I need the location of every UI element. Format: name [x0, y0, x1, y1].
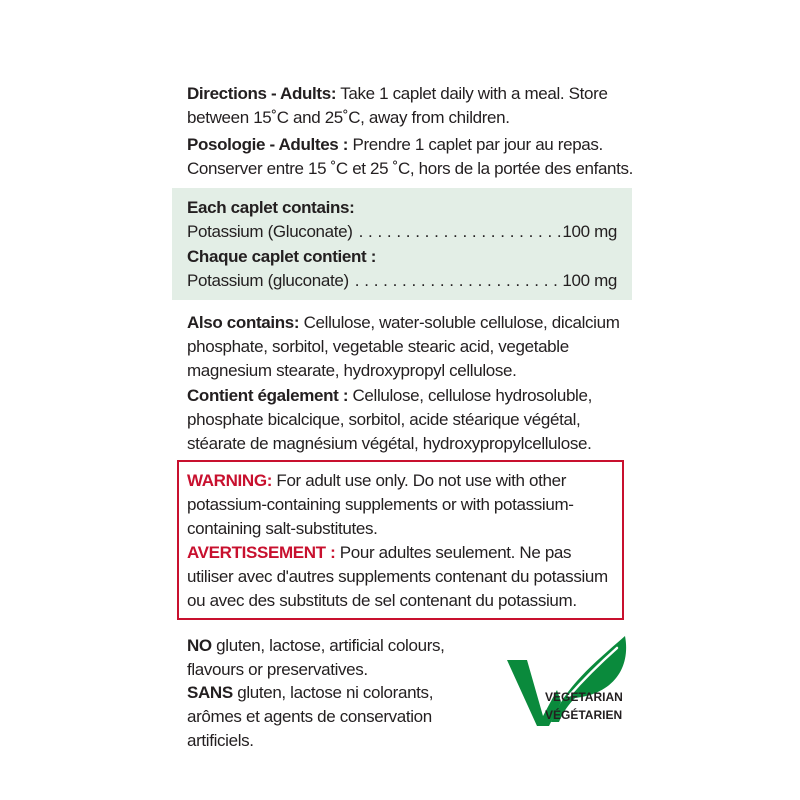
warning-box: [177, 460, 624, 620]
dot-leader: [353, 220, 563, 244]
sans-label: SANS: [187, 683, 233, 702]
also-contains-label: Also contains:: [187, 313, 300, 332]
avertissement-text: Pour adultes seulement. Ne pas utiliser avec d'autres supplements contenant du potassium ou avec des substituts de sel contenant du potassium.: [187, 543, 608, 610]
also-contains-text: Cellulose, water-soluble cellulose, dicalcium phosphate, sorbitol, vegetable stearic acid, vegetable magnesium stearate, hydroxypropyl cellulose.: [187, 313, 620, 380]
warning-english: [187, 469, 619, 541]
no-label: NO: [187, 636, 212, 655]
warning-french: [187, 541, 619, 613]
no-text: gluten, lactose, artificial colours, flavours or preservatives.: [187, 636, 445, 679]
ingredient-name: Potassium (gluconate): [187, 271, 349, 290]
also-contains-english: [187, 311, 637, 383]
ingredient-row-english: [187, 220, 617, 244]
avertissement-label: AVERTISSEMENT :: [187, 543, 336, 562]
ingredients-heading-french: Chaque caplet contient :: [187, 247, 377, 266]
warning-text: For adult use only. Do not use with other potassium-containing supplements or with potassium-containing salt-substitutes.: [187, 471, 574, 538]
vegetarian-label-french: VÉGÉTARIEN: [545, 708, 623, 722]
warning-label: WARNING:: [187, 471, 273, 490]
directions-text: Take 1 caplet daily with a meal. Store between 15˚C and 25˚C, away from children.: [187, 84, 608, 127]
ingredient-amount: 100 mg: [562, 222, 617, 241]
ingredient-name: Potassium (Gluconate): [187, 222, 353, 241]
dot-leader: [349, 269, 563, 293]
posologie-label: Posologie - Adultes :: [187, 135, 349, 154]
ingredients-panel: [172, 188, 632, 300]
vegetarian-label-english: VEGETARIAN: [545, 690, 623, 704]
contient-text: Cellulose, cellulose hydrosoluble, phosphate bicalcique, sorbitol, acide stéarique végétal, stéarate de magnésium végétal, hydroxypropylcellulose.: [187, 386, 592, 453]
free-from-french: [187, 681, 487, 753]
also-contains-french: [187, 384, 637, 456]
directions-english: [187, 82, 637, 130]
sans-text: gluten, lactose ni colorants, arômes et agents de conservation artificiels.: [187, 683, 434, 750]
directions-french: [187, 133, 637, 181]
directions-label: Directions - Adults:: [187, 84, 337, 103]
free-from-english: [187, 634, 487, 682]
posologie-text: Prendre 1 caplet par jour au repas. Conserver entre 15 ˚C et 25 ˚C, hors de la portée des enfants.: [187, 135, 634, 178]
ingredients-heading-english: Each caplet contains:: [187, 198, 355, 217]
ingredient-row-french: [187, 269, 617, 293]
contient-label: Contient également :: [187, 386, 349, 405]
ingredient-amount: 100 mg: [562, 271, 617, 290]
